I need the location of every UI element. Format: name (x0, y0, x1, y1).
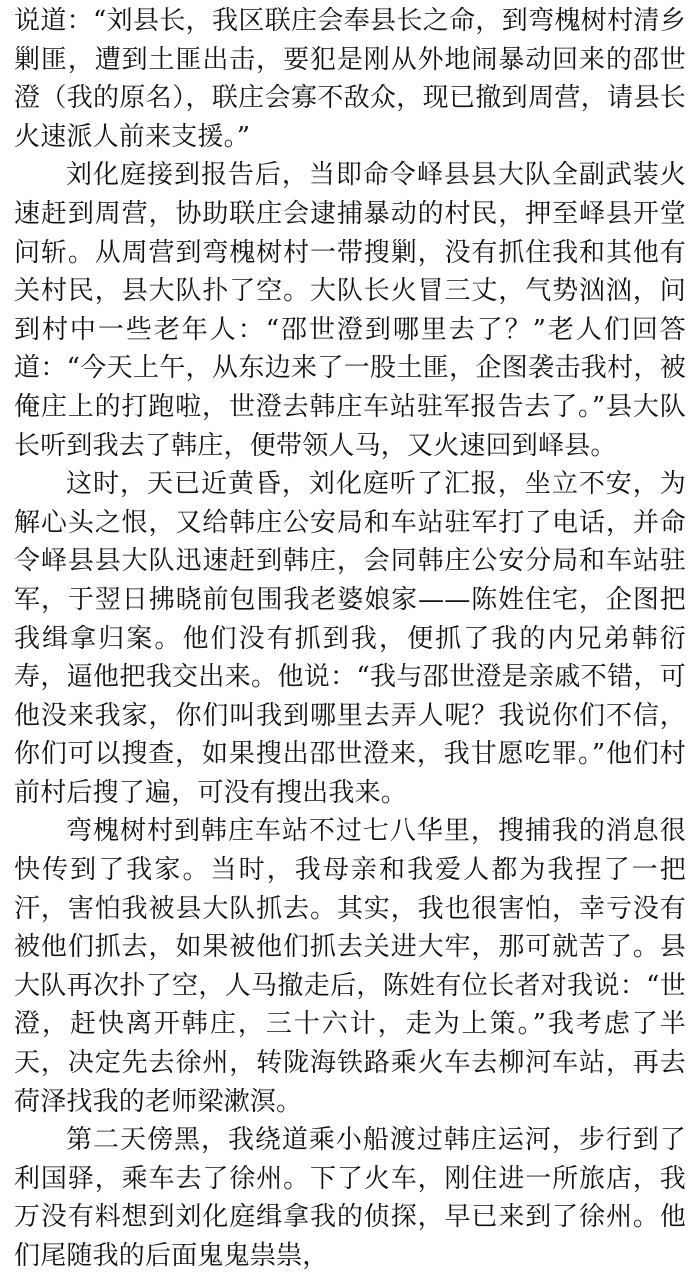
paragraph-2: 刘化庭接到报告后，当即命令峄县县大队全副武装火速赶到周营，协助联庄会逮捕暴动的村民，押至峄县开堂问斩。从周营到弯槐树村一带搜剿，没有抓住我和其他有关村民，县大队扑了空。大队长火冒三丈，气势汹汹，问到村中一些老年人：“邵世澄到哪里去了？”老人们回答道：“今天上午，从东边来了一股土匪，企图袭击我村，被俺庄上的打跑啦，世澄去韩庄车站驻军报告去了。”县大队长听到我去了韩庄，便带领人马，又火速回到峄县。 (14, 160, 686, 461)
paragraph-3: 这时，天已近黄昏，刘化庭听了汇报，坐立不安，为解心头之恨，又给韩庄公安局和车站驻军打了电话，并命令峄县县大队迅速赶到韩庄，会同韩庄公安分局和车站驻军，于翌日拂晓前包围我老婆娘家——陈姓住宅，企图把我缉拿归案。他们没有抓到我，便抓了我的内兄弟韩衍寿，逼他把我交出来。他说：“我与邵世澄是亲戚不错，可他没来我家，你们叫我到哪里去弄人呢？我说你们不信，你们可以搜查，如果搜出邵世澄来，我甘愿吃罪。”他们村前村后搜了遍，可没有搜出我来。 (14, 469, 686, 808)
paragraph-4: 弯槐树村到韩庄车站不过七八华里，搜捕我的消息很快传到了我家。当时，我母亲和我爱人都为我捏了一把汗，害怕我被县大队抓去。其实，我也很害怕，幸亏没有被他们抓去，如果被他们抓去关进大牢，那可就苦了。县大队再次扑了空，人马撤走后，陈姓有位长者对我说：“世澄，赶快离开韩庄，三十六计，走为上策。”我考虑了半天，决定先去徐州，转陇海铁路乘火车去柳河车站，再去荷泽找我的老师梁漱溟。 (14, 816, 686, 1117)
paragraph-5: 第二天傍黑，我绕道乘小船渡过韩庄运河，步行到了利国驿，乘车去了徐州。下了火车，刚住进一所旅店，我万没有料想到刘化庭缉拿我的侦探，早已来到了徐州。他们尾随我的后面鬼鬼祟祟， (14, 1125, 686, 1271)
paragraph-1: 说道：“刘县长，我区联庄会奉县长之命，到弯槐树村清乡剿匪，遭到土匪出击，要犯是刚从外地闹暴动回来的邵世澄（我的原名），联庄会寡不敌众，现已撤到周营，请县长火速派人前来支援。” (14, 6, 686, 152)
